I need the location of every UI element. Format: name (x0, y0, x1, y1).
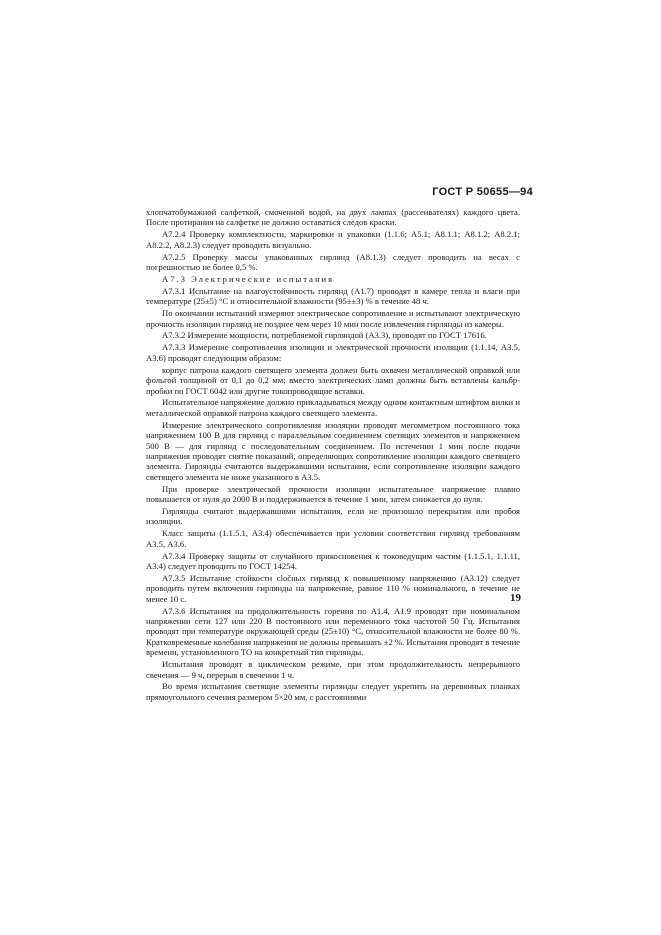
paragraph: А7.3.2 Измерение мощности, потребляемой гирляндой (А3.3), проводят по ГОСТ 17616. (162, 330, 487, 341)
paragraph: А7.3.3 Измерение сопротивления изоляции и электрической прочности изоляции (1.1.14, А3.5, А3.6) проводят следующим образом: (146, 342, 520, 363)
paragraph: При проверке электрической прочности изоляции испытательное напряжение плавно повышается от нуля до 2000 В и поддерживается в течение 1 мин, затем снижается до нуля. (146, 483, 520, 505)
paragraph: Гирлянды считают выдержавшими испытания, если не произошло перекрытия или пробоя изоляции. (146, 505, 520, 527)
paragraph: Во время испытания светящие элементы гирлянды следует укрепить на деревянных планках прямоугольного сечения размером 5×20 мм, с расстояниями (146, 681, 520, 702)
paragraph: А7.2.4 Проверку комплектности, маркировки и упаковки (1.1.6; А5.1; А8.1.1; А8.1.2; А8.2.1; А8.2.2, А8.2.3) следует проводить визуально. (146, 229, 520, 250)
paragraph: Измерение электрического сопротивления изоляции проводят мегомметром постоянного тока напряжением 100 В для гирлянд с параллельным соединением светящих элементов и напряжением 500 В — для гирлянд с последовательным соединением. По истечении 1 мин после подачи напряжения проводят снятие показаний, определяющих сопротивление изоляции каждого светящего элемента. Гирлянды считаются выдержавшими испытания, если сопротивление изоляции каждого светящего элемента не ниже указанного в А3.5. (146, 419, 520, 482)
body-text (146, 207, 520, 704)
page-number: 19 (510, 592, 521, 604)
paragraph: Испытательное напряжение должно прикладываться между одним контактным штифтом вилки и металлической оправкой патрона каждого светящего элемента. (146, 397, 520, 418)
paragraph: А7.3.1 Испытание на влагоустойчивость гирлянд (А1.7) проводят в камере тепла и влаги при температуре (25±5) °С и относительной влажности (95±±3) % в течение 48 ч. (146, 285, 520, 307)
section-heading: А7.3 Электрические испытания (162, 273, 335, 284)
paragraph: хлопчатобумажной салфеткой, смоченной водой, на двух лампах (рассеивателях) каждого цвета. После протирания на салфетке не должно оставаться следов краски. (146, 207, 520, 228)
paragraph: Класс защиты (1.1.5.1, А3.4) обеспечивается при условии соответствия гирлянд требованиям А3.5, А3.6. (146, 528, 520, 549)
paragraph: А7.3.5 Испытание стойкости сločных гирлянд к повышенному напряжению (А3.12) следует проводить путем включения гирлянды на напряжение, равное 110 % номинального, в течение не менее 10 с. (146, 572, 520, 604)
paragraph: А7.2.5 Проверку массы упакованных гирлянд (А8.1.3) следует проводить на весах с погрешностью не более 0,5 %. (146, 251, 520, 273)
standard-header: ГОСТ Р 50655—94 (432, 186, 533, 198)
paragraph: А7.3.6 Испытания на продолжительность горения по А1.4, А1.9 проводят при номинальном напряжении сети 127 или 220 В постоянного или переменного тока частотой 50 Гц. Испытания проводят при температуре окружающей среды (25±10) °С, относительной влажности не более 80 %. Кратковременные колебания напряжения не должны превышать ±2 %. Испытания проводят в течение времени, установленного ТО на конкретный тип гирлянды. (146, 605, 520, 658)
paragraph: корпус патрона каждого светящего элемента должен быть охвачен металлической оправкой или фольгой толщиной от 0,1 до 0,2 мм; вместо электрических ламп должны быть вставлены кальбр-пробки по ГОСТ 6042 или другие токопроводящие вставки. (146, 364, 520, 396)
paragraph: По окончании испытаний измеряют электрическое сопротивление и испытывают электрическую прочность изоляции гирлянд не позднее чем через 10 мин после извлечения гирлянды из камеры. (146, 308, 520, 329)
paragraph: Испытания проводят в циклическом режиме, при этом продолжительность непрерывного свечения — 9 ч, перерыв в свечении 1 ч. (146, 659, 520, 680)
paragraph: А7.3.4 Проверку защиты от случайного прикосновения к токоведущим частям (1.1.5.1, 1.1.11, А3.4) следует проводить по ГОСТ 14254. (146, 550, 520, 571)
